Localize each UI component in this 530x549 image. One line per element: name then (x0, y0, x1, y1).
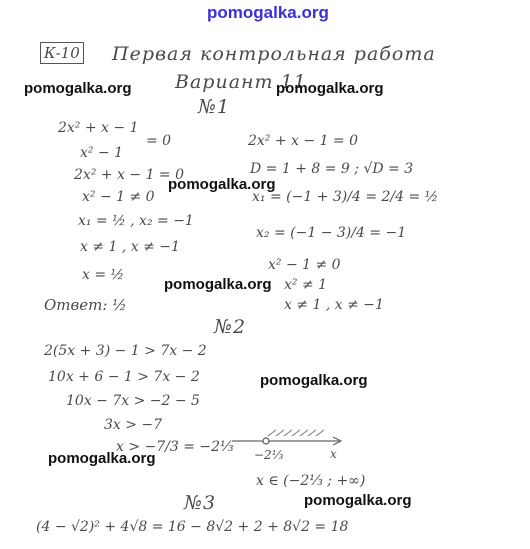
number-line-hatching (268, 430, 324, 436)
fraction-rhs: = 0 (146, 133, 172, 149)
work-code-box: К-10 (40, 42, 84, 64)
number-line-open-point (263, 438, 269, 444)
task3-line-1: (4 − √2)² + 4√8 = 16 − 8√2 + 2 + 8√2 = 18 (36, 519, 349, 535)
right-line-7: x ≠ 1 , x ≠ −1 (284, 297, 384, 313)
watermark: pomogalka.org (276, 80, 384, 97)
watermark: pomogalka.org (304, 492, 412, 509)
fraction-numerator: 2x² + x − 1 (58, 120, 139, 136)
watermark: pomogalka.org (260, 372, 368, 389)
task2-line-3: 10x − 7x > −2 − 5 (66, 393, 200, 409)
system-line-2: x² − 1 ≠ 0 (82, 189, 155, 205)
right-line-4: x₂ = (−1 − 3)/4 = −1 (256, 225, 407, 241)
task2-label: №2 (214, 316, 247, 338)
task1-label: №1 (198, 96, 231, 118)
task2-line-5: x > −7/3 = −2⅓ (116, 439, 234, 455)
system-line-4: x ≠ 1 , x ≠ −1 (80, 239, 180, 255)
system-line-3: x₁ = ½ , x₂ = −1 (78, 213, 194, 229)
right-line-1: 2x² + x − 1 = 0 (248, 133, 359, 149)
right-line-5: x² − 1 ≠ 0 (268, 257, 341, 273)
task3-label: №3 (184, 492, 217, 514)
task2-line-1: 2(5x + 3) − 1 > 7x − 2 (44, 343, 207, 359)
task2-answer: x ∈ (−2⅓ ; +∞) (256, 473, 366, 489)
watermark: pomogalka.org (48, 450, 156, 467)
fraction-denominator: x² − 1 (80, 145, 124, 161)
watermark: pomogalka.org (168, 176, 276, 193)
task2-line-4: 3x > −7 (104, 417, 163, 433)
task2-line-2: 10x + 6 − 1 > 7x − 2 (48, 369, 200, 385)
number-line-var-label: x (330, 447, 337, 461)
right-line-3: x₁ = (−1 + 3)/4 = 2/4 = ½ (252, 189, 439, 205)
number-line-point-label: −2⅓ (254, 448, 284, 462)
task1-answer: Ответ: ½ (44, 296, 127, 314)
task1-result: x = ½ (82, 267, 125, 283)
watermark: pomogalka.org (164, 276, 272, 293)
watermark: pomogalka.org (24, 80, 132, 97)
work-title: Первая контрольная работа (112, 43, 436, 65)
system-line-1: 2x² + x − 1 = 0 (74, 167, 185, 183)
variant-label: Вариант 11 (175, 71, 307, 93)
right-line-6: x² ≠ 1 (284, 277, 328, 293)
right-line-2: D = 1 + 8 = 9 ; √D = 3 (250, 161, 414, 177)
watermark-top: pomogalka.org (207, 3, 329, 22)
